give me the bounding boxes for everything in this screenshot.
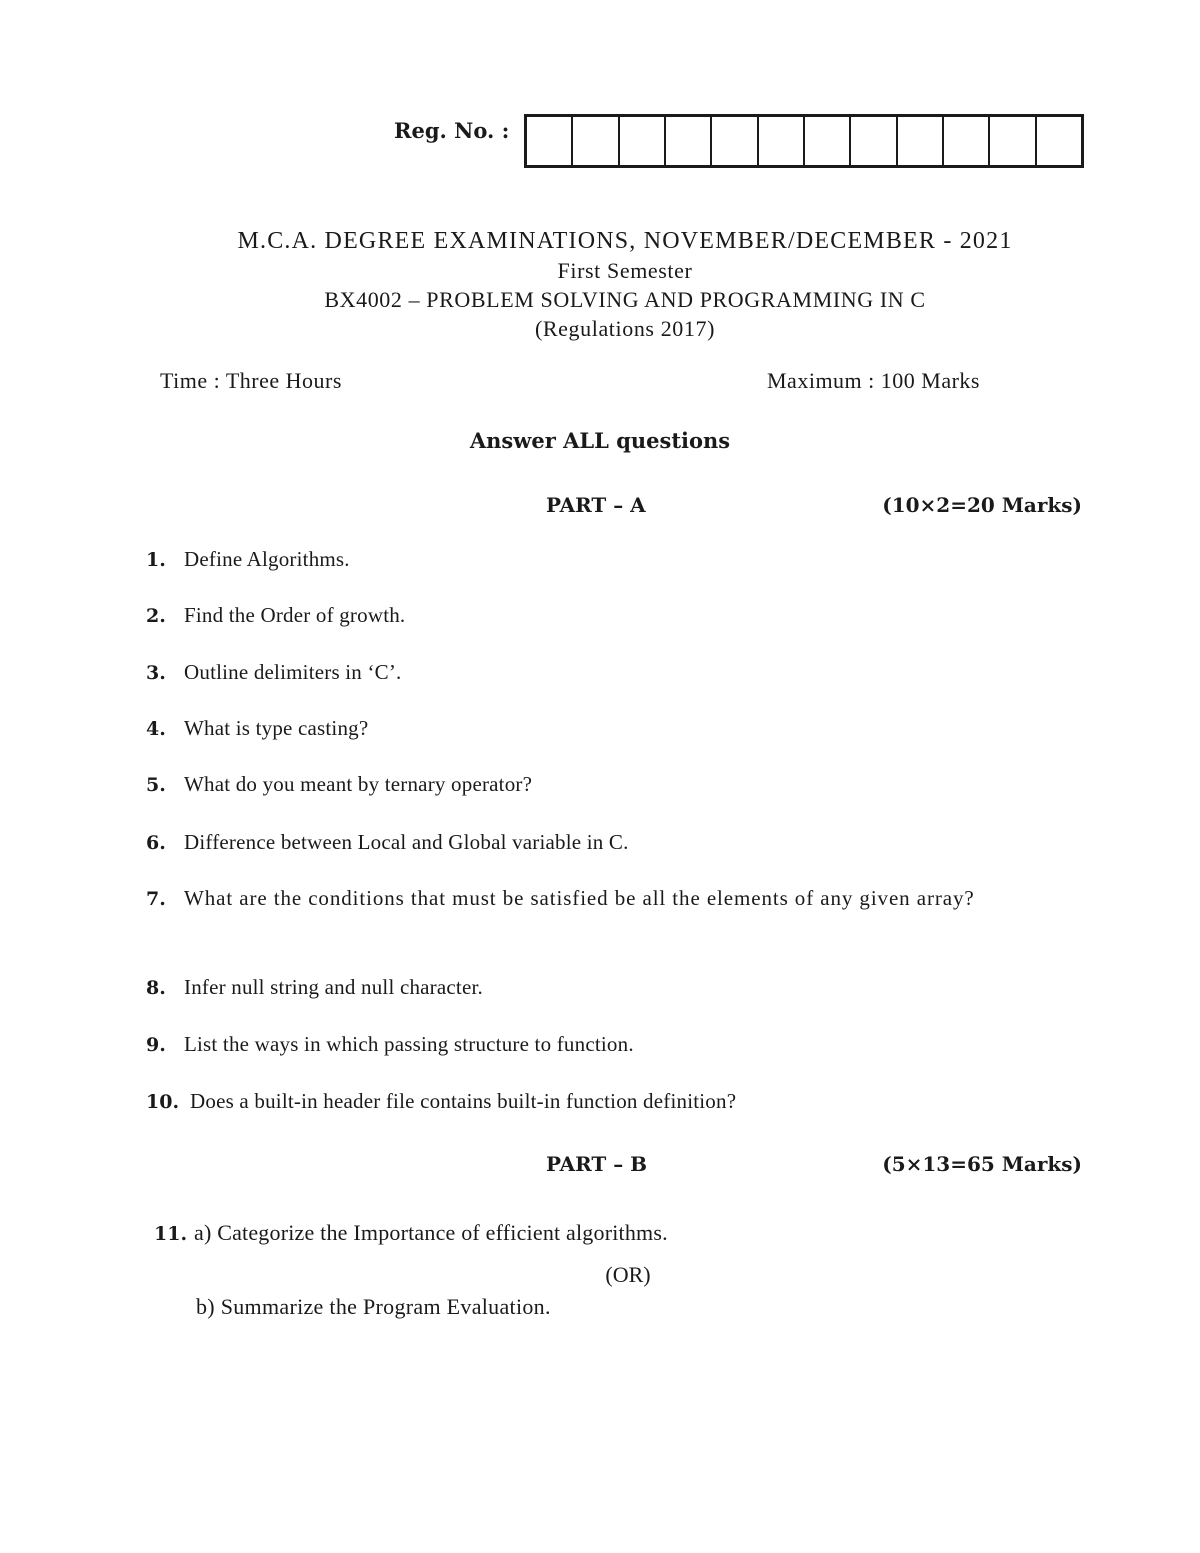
part-b-marks: (5×13=65 Marks) [882, 1152, 1082, 1176]
reg-no-box[interactable] [851, 117, 897, 165]
question-item [154, 1216, 1102, 1251]
reg-no-box[interactable] [990, 117, 1036, 165]
question-option-b: b) Summarize the Program Evaluation. [196, 1294, 551, 1319]
question-number: 5. [146, 774, 166, 796]
question-number: 10. [146, 1091, 180, 1113]
reg-no-label: Reg. No. : [394, 118, 510, 143]
or-separator: (OR) [605, 1262, 651, 1287]
part-a-marks: (10×2=20 Marks) [882, 493, 1082, 517]
reg-no-box[interactable] [759, 117, 805, 165]
question-item [146, 1028, 1094, 1062]
exam-title: M.C.A. DEGREE EXAMINATIONS, NOVEMBER/DECEMBER - 2021 [237, 228, 1013, 254]
question-text: What do you meant by ternary operator? [184, 772, 533, 796]
instructions: Answer ALL questions [469, 428, 731, 453]
maximum-marks-label: Maximum : 100 Marks [767, 368, 980, 393]
question-item [146, 882, 1094, 916]
reg-no-box[interactable] [712, 117, 758, 165]
question-number: 1. [146, 549, 166, 571]
time-label: Time : Three Hours [160, 368, 342, 393]
reg-no-box[interactable] [527, 117, 573, 165]
question-number: 8. [146, 977, 166, 999]
question-item [146, 1085, 1094, 1119]
question-text: Infer null string and null character. [184, 975, 483, 999]
reg-no-box[interactable] [573, 117, 619, 165]
question-text: What are the conditions that must be satisfied be all the elements of any given array? [184, 886, 975, 910]
reg-no-box[interactable] [666, 117, 712, 165]
question-text: a) Categorize the Importance of efficient algorithms. [194, 1220, 668, 1245]
part-b-title: PART – B [546, 1152, 648, 1176]
reg-no-box[interactable] [805, 117, 851, 165]
question-text: Find the Order of growth. [184, 603, 406, 627]
reg-no-box[interactable] [944, 117, 990, 165]
semester: First Semester [557, 258, 693, 283]
question-text: Outline delimiters in ‘C’. [184, 660, 402, 684]
question-item [146, 599, 1094, 633]
question-item [146, 971, 1094, 1005]
subject-title: BX4002 – PROBLEM SOLVING AND PROGRAMMING IN C [324, 287, 926, 312]
question-item [146, 543, 1094, 577]
question-number: 3. [146, 662, 166, 684]
question-text: What is type casting? [184, 716, 369, 740]
question-number: 6. [146, 832, 166, 854]
question-item [146, 656, 1094, 690]
question-number: 2. [146, 605, 166, 627]
question-text: Does a built-in header file contains built-in function definition? [190, 1089, 737, 1113]
regulations: (Regulations 2017) [534, 316, 716, 341]
reg-no-boxes[interactable] [524, 114, 1084, 168]
reg-no-box[interactable] [1037, 117, 1081, 165]
part-a-title: PART – A [546, 493, 646, 517]
question-item [146, 712, 1094, 746]
question-number: 7. [146, 888, 166, 910]
reg-no-box[interactable] [898, 117, 944, 165]
reg-no-box[interactable] [620, 117, 666, 165]
question-text: Define Algorithms. [184, 547, 350, 571]
question-item [146, 768, 1094, 802]
question-text: List the ways in which passing structure to function. [184, 1032, 634, 1056]
question-number: 9. [146, 1034, 166, 1056]
question-number: 4. [146, 718, 166, 740]
question-number: 11. [154, 1223, 188, 1245]
question-item [146, 826, 1094, 860]
question-text: Difference between Local and Global variable in C. [184, 830, 629, 854]
